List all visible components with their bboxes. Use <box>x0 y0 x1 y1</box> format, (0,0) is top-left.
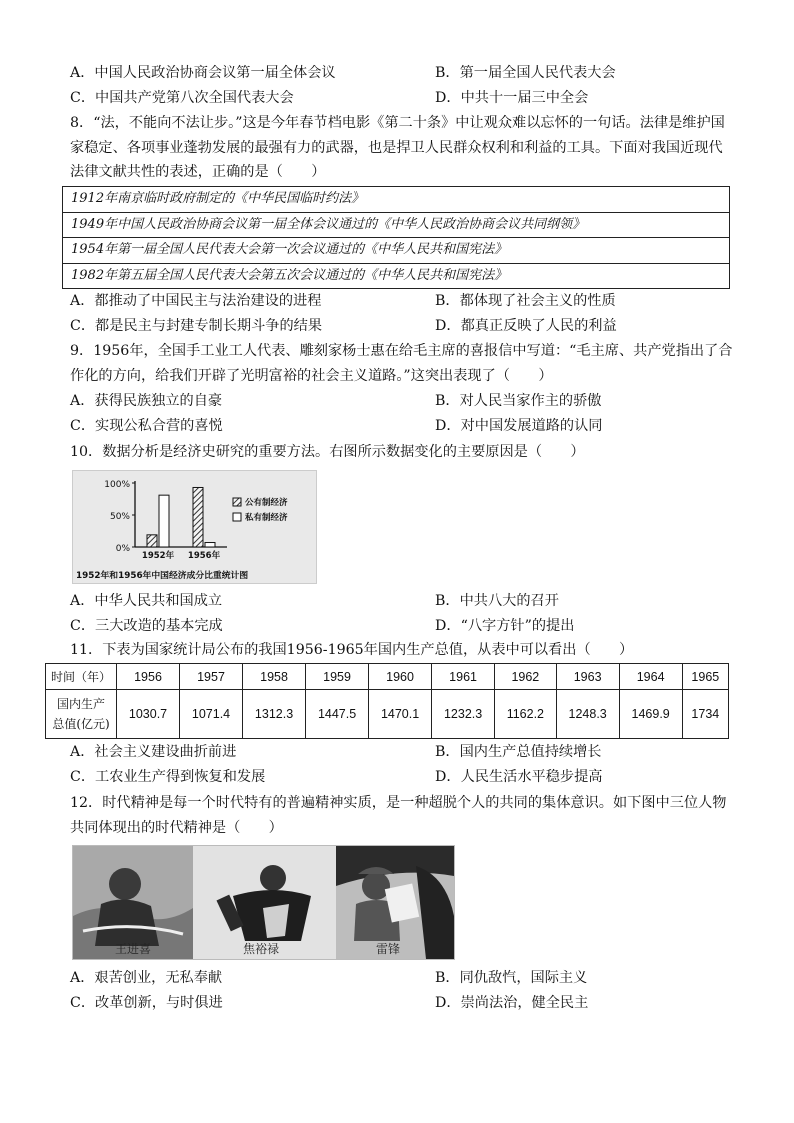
q9-option-a: A．获得民族独立的自豪 <box>70 393 223 409</box>
q8-option-b: B．都体现了社会主义的性质 <box>435 293 616 309</box>
chart-bar <box>159 495 169 547</box>
q11-option-d: D．人民生活水平稳步提高 <box>435 769 603 785</box>
chart-title: 1952年和1956年中国经济成分比重统计图 <box>76 571 249 581</box>
q10-option-a: A．中华人民共和国成立 <box>70 593 223 609</box>
q10-option-d: D．“八字方针”的提出 <box>435 618 575 634</box>
chart-legend-label: 公有制经济 <box>245 498 288 508</box>
q10-stem: 10．数据分析是经济史研究的重要方法。右图所示数据变化的主要原因是（ ） <box>70 444 585 460</box>
q8-box-row: 1949年中国人民政治协商会议第一届全体会议通过的《中华人民政治协商会议共同纲领》 <box>63 213 729 239</box>
gdp-value-cell: 1312.3 <box>243 690 306 739</box>
gdp-year-cell: 1960 <box>369 664 432 690</box>
gdp-table <box>45 663 729 739</box>
gdp-year-cell: 1959 <box>306 664 369 690</box>
economy-composition-chart <box>72 470 317 584</box>
gdp-year-cell: 1956 <box>117 664 180 690</box>
chart-bar <box>147 535 157 547</box>
gdp-value-cell: 1162.2 <box>495 690 557 739</box>
gdp-year-cell: 1963 <box>556 664 619 690</box>
q12-option-a: A．艰苦创业，无私奉献 <box>70 970 223 986</box>
q9-stem-line2: 作化的方向，给我们开辟了光明富裕的社会主义道路。”这突出表现了（ ） <box>70 368 553 384</box>
q11-option-a: A．社会主义建设曲折前进 <box>70 744 237 760</box>
q12-stem-line1: 12．时代精神是每一个时代特有的普遍精神实质，是一种超脱个人的共同的集体意识。如下图中三位人物 <box>70 795 727 811</box>
gdp-year-cell: 1961 <box>432 664 495 690</box>
chart-x-tick-label: 1952年 <box>141 551 175 561</box>
gdp-year-cell: 1962 <box>495 664 557 690</box>
q9-option-b: B．对人民当家作主的骄傲 <box>435 393 602 409</box>
chart-legend-label: 私有制经济 <box>245 513 288 523</box>
q8-box-row: 1912年南京临时政府制定的《中华民国临时约法》 <box>63 187 729 213</box>
q11-option-b: B．国内生产总值持续增长 <box>435 744 602 760</box>
gdp-table-value-row <box>46 690 729 739</box>
q10-option-b: B．中共八大的召开 <box>435 593 559 609</box>
gdp-year-cell: 1964 <box>619 664 682 690</box>
q8-stem-line3: 法律文献共性的表述，正确的是（ ） <box>70 164 326 180</box>
photo-jiao-yulu <box>193 846 336 959</box>
chart-y-tick-label: 50% <box>109 512 130 522</box>
gdp-year-cell: 1965 <box>682 664 728 690</box>
gdp-header-label: 时间（年） <box>46 664 117 690</box>
q8-stem-line2: 家稳定、各项事业蓬勃发展的最强有力的武器，也是捍卫人民群众权利和利益的工具。下面对我国近现代 <box>70 140 723 156</box>
gdp-value-cell: 1469.9 <box>619 690 682 739</box>
caption-wang-jinxi: 王进喜 <box>115 942 152 956</box>
gdp-value-cell: 1071.4 <box>180 690 243 739</box>
gdp-value-cell: 1447.5 <box>306 690 369 739</box>
gdp-value-label <box>46 690 117 739</box>
q8-option-a: A．都推动了中国民主与法治建设的进程 <box>70 293 322 309</box>
gdp-year-cell: 1957 <box>180 664 243 690</box>
q7-option-a: A．中国人民政治协商会议第一届全体会议 <box>70 65 336 81</box>
q12-stem-line2: 共同体现出的时代精神是（ ） <box>70 820 283 836</box>
q7-option-b: B．第一届全国人民代表大会 <box>435 65 616 81</box>
q8-option-c: C．都是民主与封建专制长期斗争的结果 <box>70 318 323 334</box>
q12-option-d: D．崇尚法治，健全民主 <box>435 995 589 1011</box>
q8-box-row: 1954年第一届全国人民代表大会第一次会议通过的《中华人民共和国宪法》 <box>63 238 729 264</box>
q11-option-c: C．工农业生产得到恢复和发展 <box>70 769 266 785</box>
chart-legend-swatch <box>233 498 241 506</box>
chart-y-tick-label: 0% <box>115 544 130 554</box>
chart-bar <box>193 487 203 547</box>
q8-stem-line1: 8．“法，不能向不法让步。”这是今年春节档电影《第二十条》中让观众难以忘怀的一句话。法律是维护国 <box>70 115 725 131</box>
caption-lei-feng: 雷锋 <box>376 942 401 956</box>
gdp-table-header-row <box>46 664 729 690</box>
q12-option-c: C．改革创新，与时俱进 <box>70 995 223 1011</box>
q9-option-d: D．对中国发展道路的认同 <box>435 418 603 434</box>
gdp-value-label-line2: 总值(亿元) <box>52 717 110 731</box>
chart-svg <box>73 471 316 583</box>
q9-stem-line1: 9．1956年，全国手工业工人代表、雕刻家杨士惠在给毛主席的喜报信中写道：“毛主席、共产党指出了合 <box>70 343 733 359</box>
gdp-value-cell: 1470.1 <box>369 690 432 739</box>
chart-y-tick-label: 100% <box>104 480 130 490</box>
q9-option-c: C．实现公私合营的喜悦 <box>70 418 223 434</box>
gdp-value-cell: 1734 <box>682 690 728 739</box>
q8-option-d: D．都真正反映了人民的利益 <box>435 318 617 334</box>
three-figures-photo-strip <box>72 845 455 960</box>
photo-lei-feng <box>336 846 454 959</box>
gdp-year-cell: 1958 <box>243 664 306 690</box>
photo-wang-jinxi <box>73 846 193 959</box>
chart-legend-swatch <box>233 513 241 521</box>
q10-option-c: C．三大改造的基本完成 <box>70 618 223 634</box>
q8-document-box <box>62 186 730 289</box>
gdp-value-cell: 1030.7 <box>117 690 180 739</box>
gdp-value-cell: 1248.3 <box>556 690 619 739</box>
q7-option-c: C．中国共产党第八次全国代表大会 <box>70 90 294 106</box>
chart-x-tick-label: 1956年 <box>187 551 221 561</box>
chart-bar <box>205 543 215 547</box>
q11-stem: 11．下表为国家统计局公布的我国1956-1965年国内生产总值，从表中可以看出（ ） <box>70 642 634 658</box>
q7-option-d: D．中共十一届三中全会 <box>435 90 589 106</box>
q8-box-row: 1982年第五届全国人民代表大会第五次会议通过的《中华人民共和国宪法》 <box>71 267 508 283</box>
gdp-value-cell: 1232.3 <box>432 690 495 739</box>
caption-jiao-yulu: 焦裕禄 <box>243 942 280 956</box>
q12-option-b: B．同仇敌忾，国际主义 <box>435 970 588 986</box>
gdp-value-label-line1: 国内生产 <box>56 697 105 711</box>
